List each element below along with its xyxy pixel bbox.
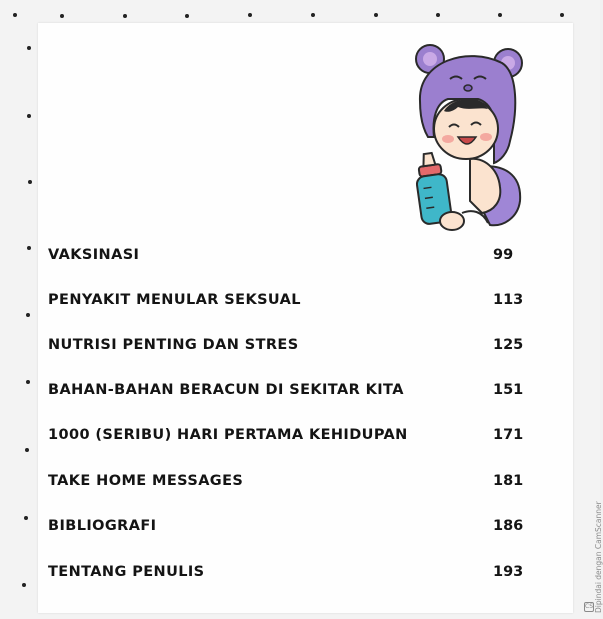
binder-dot <box>27 114 31 118</box>
toc-entry-1000-hari <box>48 423 533 447</box>
toc-entry-title: TAKE HOME MESSAGES <box>48 473 244 489</box>
toc-entry-title: BAHAN-BAHAN BERACUN DI SEKITAR KITA <box>48 382 404 398</box>
toc-entry-title: TENTANG PENULIS <box>48 564 205 580</box>
toc-entry-tentang-penulis <box>48 560 533 584</box>
binder-dot <box>25 448 29 452</box>
toc-entry-page: 181 <box>493 473 524 489</box>
scanner-watermark <box>582 501 603 613</box>
document-page <box>38 23 573 613</box>
toc-entry-nutrisi-penting <box>48 333 533 357</box>
toc-entry-page: 186 <box>493 518 524 534</box>
toc-entry-bibliografi <box>48 514 533 538</box>
binder-dot <box>311 13 315 17</box>
toc-entry-penyakit-menular-seksual <box>48 288 533 312</box>
toc-entry-title: PENYAKIT MENULAR SEKSUAL <box>48 292 301 308</box>
toc-entry-page: 113 <box>493 292 524 308</box>
binder-dot <box>27 46 31 50</box>
binder-dot <box>374 13 378 17</box>
toc-entry-title: 1000 (SERIBU) HARI PERTAMA KEHIDUPAN <box>48 427 408 443</box>
binder-dot <box>560 13 564 17</box>
toc-entry-take-home-messages <box>48 469 533 493</box>
binder-dot <box>60 14 64 18</box>
binder-dot <box>123 14 127 18</box>
toc-entry-bahan-beracun <box>48 378 533 402</box>
toc-entry-title: VAKSINASI <box>48 247 140 263</box>
binder-dot <box>436 13 440 17</box>
toc-entry-page: 99 <box>493 247 514 263</box>
toc-entry-title: NUTRISI PENTING DAN STRES <box>48 337 299 353</box>
binder-dot <box>185 14 189 18</box>
binder-dot <box>498 13 502 17</box>
table-of-contents <box>38 23 573 613</box>
toc-entry-page: 171 <box>493 427 524 443</box>
binder-dot <box>26 313 30 317</box>
binder-dot <box>27 246 31 250</box>
binder-dot <box>13 13 17 17</box>
camscanner-logo-icon: CS <box>585 603 593 610</box>
binder-dot <box>248 13 252 17</box>
toc-entry-page: 193 <box>493 564 524 580</box>
toc-entry-page: 125 <box>493 337 524 353</box>
toc-entry-vaksinasi <box>48 243 533 267</box>
binder-dot <box>22 583 26 587</box>
watermark-text: Dipindai dengan CamScanner <box>594 501 603 613</box>
binder-dot <box>24 516 28 520</box>
binder-dot <box>26 380 30 384</box>
toc-entry-page: 151 <box>493 382 524 398</box>
toc-entry-title: BIBLIOGRAFI <box>48 518 157 534</box>
binder-dot <box>28 180 32 184</box>
